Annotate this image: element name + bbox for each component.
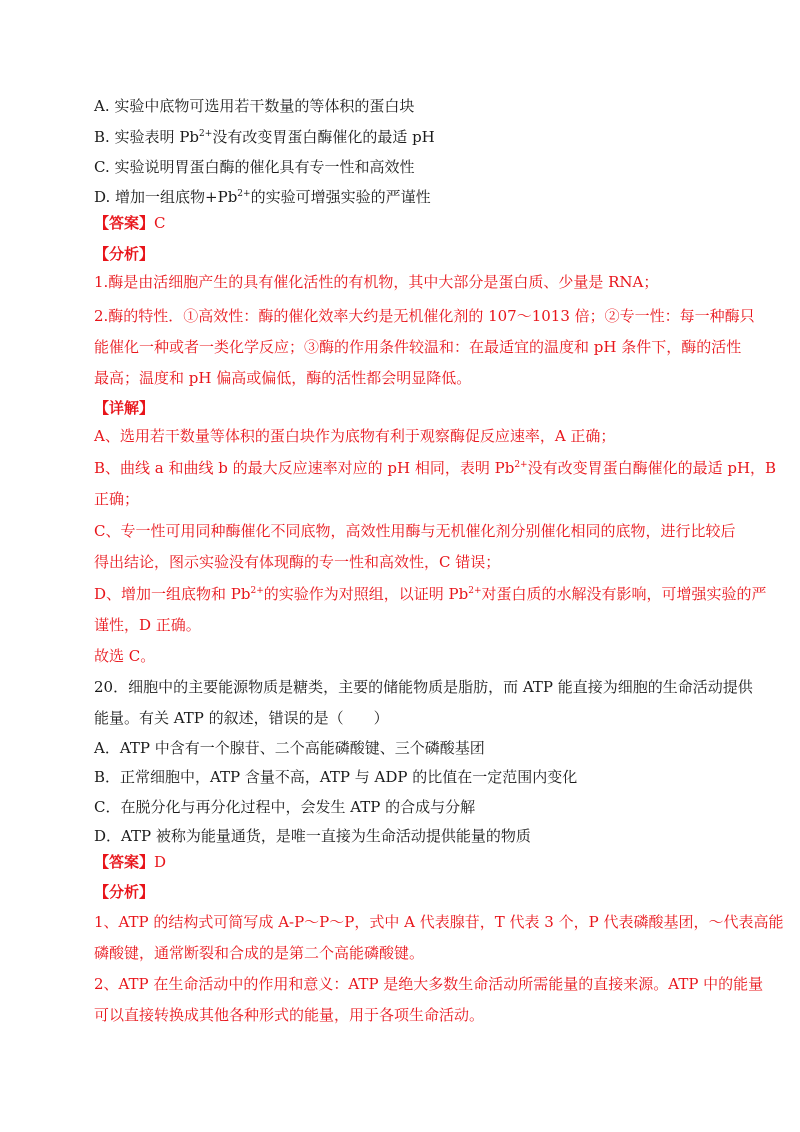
- q19-option-d: D. 增加一组底物$+Pb^{2+}$的实验可增强实验的严谨性: [94, 188, 431, 206]
- q19-detail-d-line1: D、增加一组底物和 $Pb^{2+}$的实验作为对照组，以证明 $Pb^{2+}$对蛋白质的水解没有影响，可增强实验的严: [94, 585, 767, 603]
- q19-answer: 【答案】C: [94, 214, 166, 232]
- q19-detail-d-line2: 谨性，D 正确。: [94, 616, 201, 634]
- q19-detail-c-line1: C、专一性可用同种酶催化不同底物，高效性用酶与无机催化剂分别催化相同的底物，进行比较后: [94, 522, 736, 540]
- q20-analysis-p2-line2: 可以直接转换成其他各种形式的能量，用于各项生命活动。: [94, 1006, 485, 1024]
- q19-option-c: C. 实验说明胃蛋白酶的催化具有专一性和高效性: [94, 158, 415, 176]
- q20-stem-line1: 20．细胞中的主要能源物质是糖类，主要的储能物质是脂肪，而 ATP 能直接为细胞的生命活动提供: [94, 678, 753, 696]
- q20-option-d: D．ATP 被称为能量通货，是唯一直接为生命活动提供能量的物质: [94, 827, 531, 845]
- q20-option-c: C．在脱分化与再分化过程中，会发生 ATP 的合成与分解: [94, 798, 476, 816]
- q19-analysis-p2-line3: 最高；温度和 pH 偏高或偏低，酶的活性都会明显降低。: [94, 369, 472, 387]
- q19-detail-label: 【详解】: [94, 399, 155, 417]
- q19-analysis-p1: 1.酶是由活细胞产生的具有催化活性的有机物，其中大部分是蛋白质、少量是 RNA；: [94, 273, 659, 291]
- q19-detail-a: A、选用若干数量等体积的蛋白块作为底物有利于观察酶促反应速率，A 正确；: [94, 427, 616, 445]
- q20-option-a: A．ATP 中含有一个腺苷、二个高能磷酸键、三个磷酸基团: [94, 739, 485, 757]
- q20-option-b: B．正常细胞中，ATP 含量不高，ATP 与 ADP 的比值在一定范围内变化: [94, 768, 578, 786]
- q20-analysis-p1-line1: 1、ATP 的结构式可简写成 A-P～P～P，式中 A 代表腺苷，T 代表 3 个，P 代表磷酸基团，～代表高能: [94, 913, 784, 931]
- q20-stem-line2: 能量。有关 ATP 的叙述，错误的是（ ）: [94, 709, 389, 727]
- q19-analysis-p2-line2: 能催化一种或者一类化学反应；③酶的作用条件较温和：在最适宜的温度和 pH 条件下，酶的活性: [94, 338, 742, 356]
- q19-detail-b-line2: 正确；: [94, 490, 140, 508]
- q20-analysis-p2-line1: 2、ATP 在生命活动中的作用和意义：ATP 是绝大多数生命活动所需能量的直接来源。ATP 中的能量: [94, 975, 764, 993]
- q20-answer: 【答案】D: [94, 853, 167, 871]
- q20-analysis-p1-line2: 磷酸键，通常断裂和合成的是第二个高能磷酸键。: [94, 944, 425, 962]
- q19-option-b: B. 实验表明 $Pb^{2+}$没有改变胃蛋白酶催化的最适 pH: [94, 128, 435, 146]
- q19-analysis-p2-line1: 2.酶的特性．①高效性：酶的催化效率大约是无机催化剂的 107～1013 倍；②专一性：每一种酶只: [94, 307, 755, 325]
- q19-detail-c-line2: 得出结论，图示实验没有体现酶的专一性和高效性，C 错误；: [94, 553, 501, 571]
- q19-detail-b-line1: B、曲线 a 和曲线 b 的最大反应速率对应的 pH 相同，表明 $Pb^{2+}$没有改变胃蛋白酶催化的最适 pH，B: [94, 459, 777, 477]
- q19-analysis-label: 【分析】: [94, 245, 155, 263]
- q20-analysis-label: 【分析】: [94, 883, 155, 901]
- q19-option-a: A. 实验中底物可选用若干数量的等体积的蛋白块: [94, 97, 415, 115]
- q19-conclusion: 故选 C。: [94, 647, 156, 665]
